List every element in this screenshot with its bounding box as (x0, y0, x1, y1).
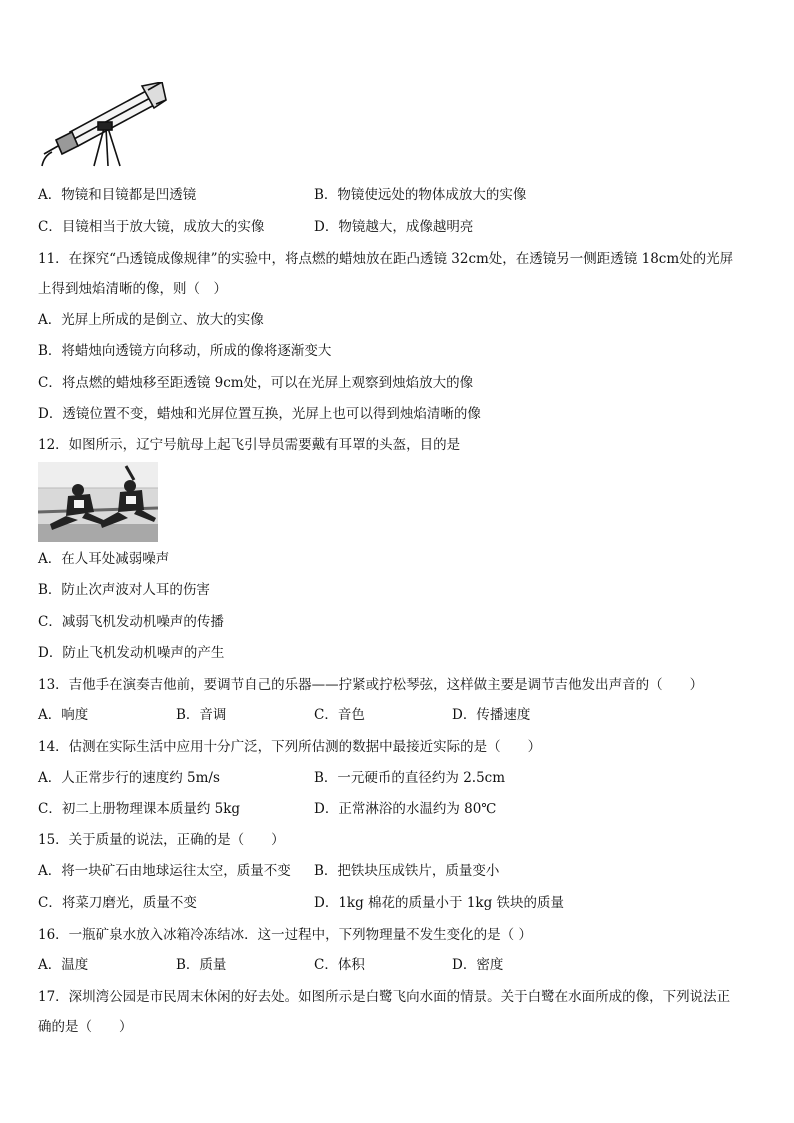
q14-stem: 14．估测在实际生活中应用十分广泛，下列所估测的数据中最接近实际的是（ ） (38, 739, 542, 755)
telescope-figure (38, 82, 170, 168)
q11-option-a: A．光屏上所成的是倒立、放大的实像 (38, 312, 264, 328)
q13-option-b: B．音调 (176, 707, 227, 723)
q14-option-c: C．初二上册物理课本质量约 5kg (38, 801, 241, 817)
q11-option-b: B．将蜡烛向透镜方向移动，所成的像将逐渐变大 (38, 343, 332, 359)
q13-option-a: A．响度 (38, 707, 89, 723)
q14-option-b: B．一元硬币的直径约为 2.5cm (314, 770, 506, 786)
q15-option-d: D．1kg 棉花的质量小于 1kg 铁块的质量 (314, 895, 565, 911)
q15-option-a: A．将一块矿石由地球运往太空，质量不变 (38, 863, 291, 879)
q12-option-a: A．在人耳处减弱噪声 (38, 551, 170, 567)
q15-option-b: B．把铁块压成铁片，质量变小 (314, 863, 500, 879)
q16-stem: 16．一瓶矿泉水放入冰箱冷冻结冰．这一过程中，下列物理量不发生变化的是（ ） (38, 927, 532, 943)
q17-stem-line2: 确的是（ ） (38, 1019, 133, 1035)
q13-option-c: C．音色 (314, 707, 365, 723)
q11-stem-line2: 上得到烛焰清晰的像，则（ ） (38, 281, 227, 297)
q13-option-d: D．传播速度 (452, 707, 531, 723)
q10-option-d: D．物镜越大，成像越明亮 (314, 219, 474, 235)
q12-option-b: B．防止次声波对人耳的伤害 (38, 582, 210, 598)
q10-option-b: B．物镜使远处的物体成放大的实像 (314, 187, 527, 203)
q16-option-d: D．密度 (452, 957, 504, 973)
q11-option-c: C．将点燃的蜡烛移至距透镜 9cm处，可以在光屏上观察到烛焰放大的像 (38, 375, 474, 391)
q10-option-c: C．目镜相当于放大镜，成放大的实像 (38, 219, 265, 235)
q16-option-a: A．温度 (38, 957, 89, 973)
q16-option-c: C．体积 (314, 957, 365, 973)
q14-option-a: A．人正常步行的速度约 5m/s (38, 770, 220, 786)
q15-option-c: C．将菜刀磨光，质量不变 (38, 895, 197, 911)
q10-option-a: A．物镜和目镜都是凹透镜 (38, 187, 197, 203)
q12-stem: 12．如图所示，辽宁号航母上起飞引导员需要戴有耳罩的头盔，目的是 (38, 437, 461, 453)
q11-option-d: D．透镜位置不变，蜡烛和光屏位置互换，光屏上也可以得到烛焰清晰的像 (38, 406, 481, 422)
q12-option-d: D．防止飞机发动机噪声的产生 (38, 645, 225, 661)
q17-stem-line1: 17．深圳湾公园是市民周末休闲的好去处。如图所示是白鹭飞向水面的情景。关于白鹭在水面所成的像，下列说法正 (38, 989, 731, 1005)
q12-option-c: C．减弱飞机发动机噪声的传播 (38, 614, 224, 630)
q16-option-b: B．质量 (176, 957, 227, 973)
q14-option-d: D．正常淋浴的水温约为 80℃ (314, 801, 497, 817)
q15-stem: 15．关于质量的说法，正确的是（ ） (38, 832, 285, 848)
flight-deck-photo (38, 462, 158, 542)
q11-stem-line1: 11．在探究“凸透镜成像规律”的实验中，将点燃的蜡烛放在距凸透镜 32cm处，在透镜另一侧距透镜 18cm处的光屏 (38, 251, 734, 267)
q13-stem: 13．吉他手在演奏吉他前，要调节自己的乐器——拧紧或拧松琴弦，这样做主要是调节吉他发出声音的（ ） (38, 677, 704, 693)
